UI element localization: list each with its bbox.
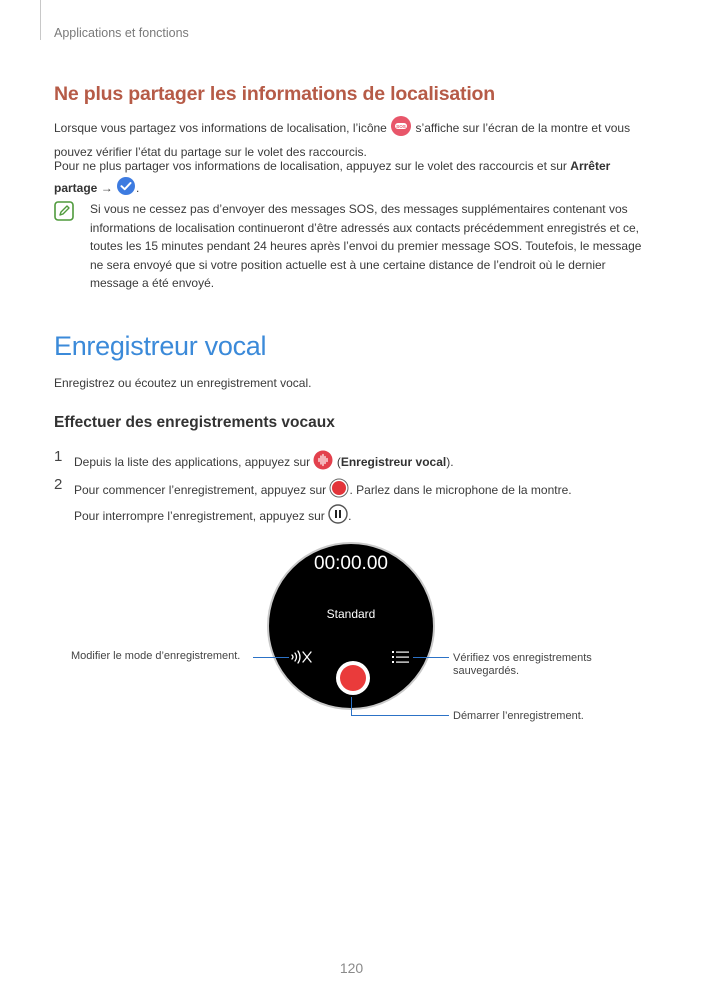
record-icon: [329, 478, 349, 504]
recording-timer: 00:00.00: [314, 553, 388, 574]
note-icon: [54, 201, 74, 226]
step-1-number: 1: [54, 448, 63, 465]
callout-mode: Modifier le mode d’enregistrement.: [71, 650, 241, 662]
recording-mode-icon[interactable]: [290, 648, 314, 671]
callout-mode-line: [253, 657, 289, 658]
step-2-text: Pour commencer l’enregistrement, appuyez sur . Parlez dans le microphone de la montre. Pour interrompre l’enregistrement, appuyez sur .: [74, 478, 674, 529]
record-button[interactable]: [340, 665, 366, 691]
callout-list: Vérifiez vos enregistrements sauvegardés.: [453, 652, 592, 677]
sos-icon-label: SOS: [396, 123, 407, 129]
step-1-text: Depuis la liste des applications, appuyez sur (Enregistreur vocal).: [74, 450, 454, 476]
location-paragraph-2: Pour ne plus partager vos informations de localisation, appuyez sur le volet des raccourcis et sur Arrêter partage → .: [54, 157, 654, 201]
recorder-intro: Enregistrez ou écoutez un enregistrement vocal.: [54, 376, 312, 390]
callout-list-line: [413, 657, 449, 658]
voice-recorder-label: Enregistreur vocal: [340, 454, 447, 469]
recorder-title: Enregistreur vocal: [54, 331, 267, 361]
callout-record: Démarrer l’enregistrement.: [453, 710, 584, 722]
recording-mode-label: Standard: [326, 607, 376, 621]
callout-record-vline: [351, 697, 352, 716]
recordings-list-icon[interactable]: [391, 649, 411, 670]
page-number: 120: [339, 960, 364, 976]
section-header: Applications et fonctions: [54, 26, 189, 40]
step-2-number: 2: [54, 476, 63, 493]
pause-icon: [328, 504, 348, 530]
stop-sharing-label: Arrêter partage: [54, 159, 611, 195]
callout-record-hline: [351, 715, 449, 716]
location-heading: Ne plus partager les informations de localisation: [54, 83, 495, 105]
sos-location-icon: [390, 115, 412, 143]
note-text: Si vous ne cessez pas d’envoyer des messages SOS, des messages supplémentaires contenant vos informations de localisation continueront d’être adressés aux contacts précédemment enregistrés et ce, toutes les 15 minutes pendant 24 heures après l’envoi du premier message SOS. Toutefois, le message ne sera envoyé que si votre position actuelle est à une certaine distance de l’endroit où le dernier message a été envoyé.: [90, 202, 642, 290]
recorder-subheading: Effectuer des enregistrements vocaux: [54, 414, 335, 431]
location-paragraph-1: Lorsque vous partagez vos informations de localisation, l’icône SOS s’affiche sur l’écran de la montre et vous pouvez vérifier l’état du partage sur le volet des raccourcis.: [54, 115, 654, 161]
check-icon: [116, 176, 136, 202]
header-divider: [40, 0, 41, 40]
voice-recorder-app-icon: [313, 450, 333, 476]
